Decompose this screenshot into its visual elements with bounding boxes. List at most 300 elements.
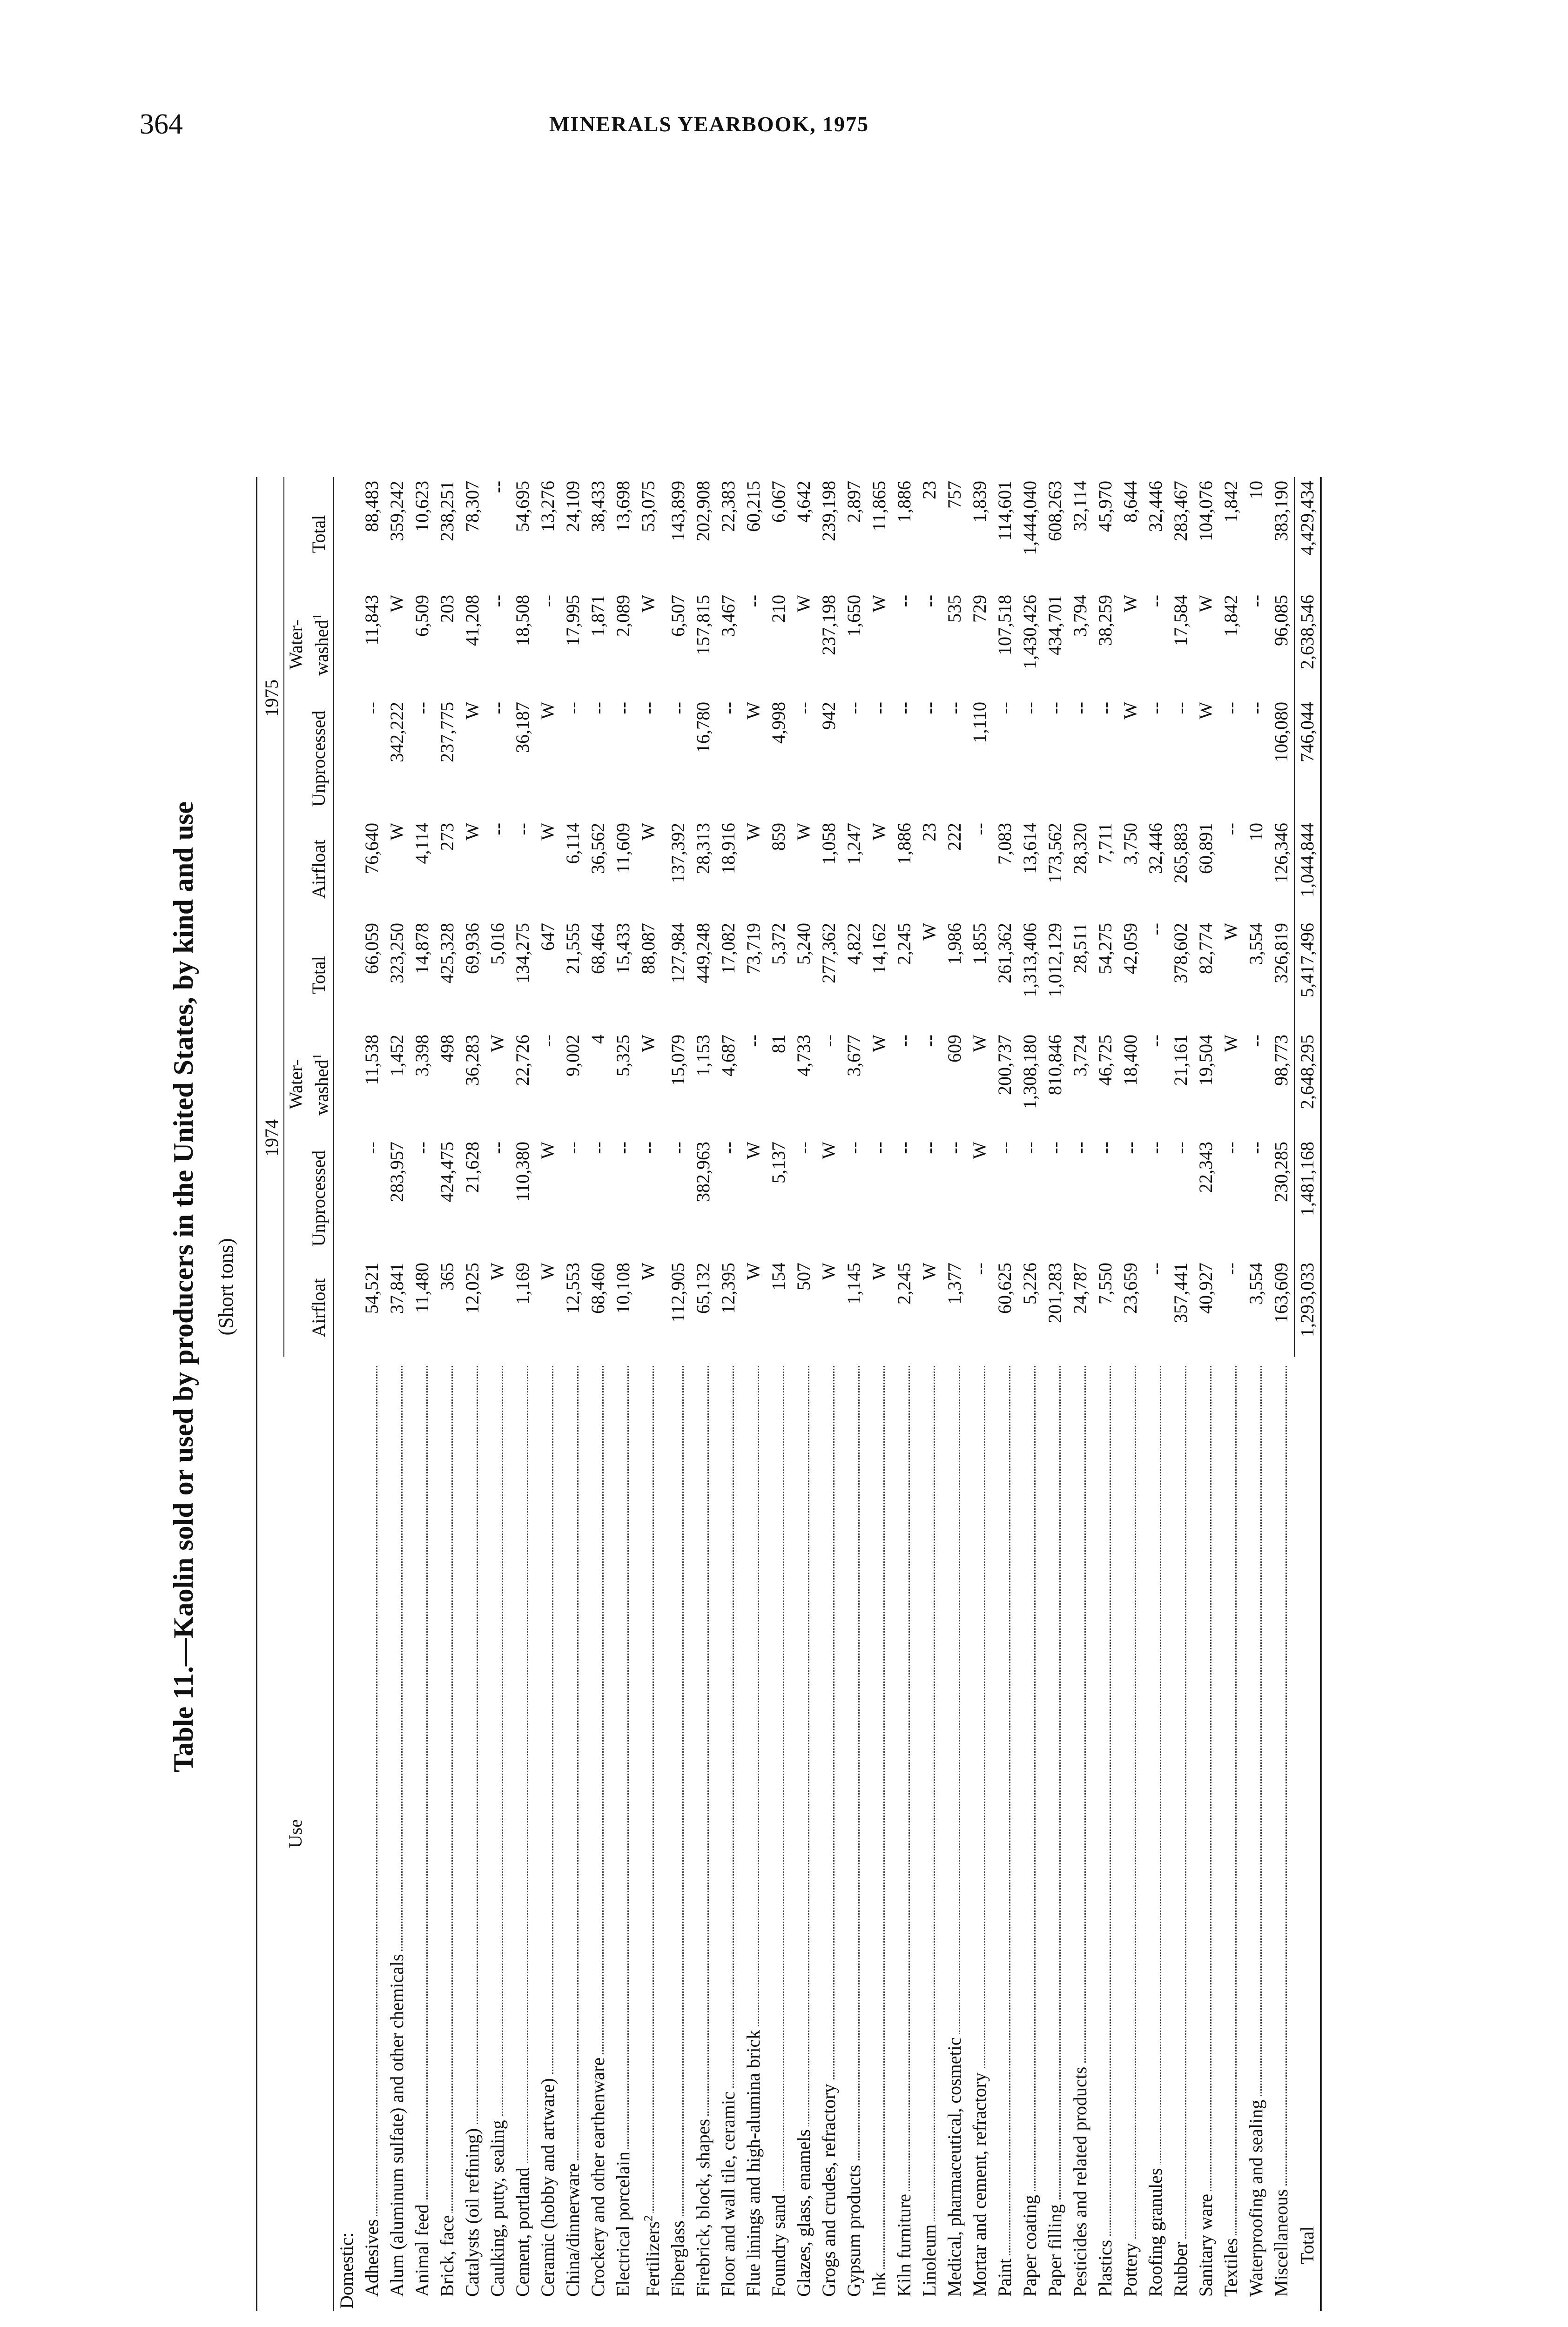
table-cell: -- (918, 702, 940, 714)
col-total-1974: Total (308, 956, 330, 994)
table-cell: -- (843, 702, 864, 714)
use-label-text (919, 2221, 940, 2297)
table-cell: -- (411, 702, 433, 714)
table-cell: 41,208 (462, 595, 483, 646)
table-cell: -- (1220, 702, 1241, 714)
table-cell: W (1119, 595, 1141, 612)
table-cell: -- (1245, 1035, 1266, 1047)
row-use-label (841, 1357, 867, 2311)
table-cell: -- (943, 1142, 965, 1154)
table-cell: -- (1144, 702, 1166, 714)
table-cell: -- (587, 702, 609, 714)
table-cell: -- (612, 702, 634, 714)
row-use-label (867, 1357, 892, 2311)
table-cell: -- (537, 1035, 559, 1047)
table-cell: 1,377 (943, 1263, 965, 1305)
table-cell: -- (1094, 702, 1116, 714)
row-use-label (942, 1357, 967, 2311)
table-cell: 11,865 (868, 481, 889, 531)
col-water-text: Water- (285, 619, 306, 670)
total-cell: 4,429,434 (1296, 481, 1318, 555)
table-cell: -- (667, 1142, 688, 1154)
table-cell: 11,609 (612, 823, 634, 874)
table-cell: 277,362 (818, 923, 839, 983)
table-cell: 69,936 (462, 923, 483, 974)
table-cell: W (868, 1035, 889, 1052)
row-use-label (892, 1357, 917, 2311)
table-cell: 137,392 (667, 823, 688, 883)
table-cell: 5,240 (793, 923, 814, 965)
table-bottom-rule (1320, 477, 1324, 2311)
table-cell: W (638, 1035, 659, 1052)
table-cell: 10,623 (411, 481, 433, 532)
use-label-text (1145, 2165, 1166, 2297)
table-cell: W (537, 823, 559, 841)
table-cell: 7,550 (1094, 1263, 1116, 1305)
total-cell: 1,044,844 (1296, 823, 1318, 897)
row-use-label (510, 1357, 535, 2311)
total-cell: 2,638,546 (1296, 595, 1318, 669)
footnote-marker: 1 (310, 1053, 324, 1060)
table-cell: 1,145 (843, 1263, 864, 1305)
table-cell: 13,614 (1019, 823, 1040, 874)
use-text: China/dinnerware (562, 2163, 584, 2297)
use-text: Catalysts (oil refining) (462, 2128, 483, 2297)
table-cell: W (386, 823, 408, 841)
section-domestic: Domestic: (336, 2232, 357, 2309)
table-cell: 13,698 (612, 481, 634, 532)
table-cell: 10 (1245, 481, 1266, 499)
row-use-label (460, 1357, 485, 2311)
table-cell: 323,250 (386, 923, 408, 983)
table-cell: 24,787 (1069, 1263, 1090, 1314)
use-label-text (768, 2192, 789, 2297)
table-cell: 60,625 (994, 1263, 1015, 1314)
row-use-label (585, 1357, 611, 2311)
table-cell: 1,247 (843, 823, 864, 865)
row-use-label (992, 1357, 1017, 2311)
row-use-label (1143, 1357, 1168, 2311)
table-cell: W (487, 1035, 508, 1052)
table-cell: 28,313 (692, 823, 713, 874)
row-use-label (636, 1357, 665, 2311)
use-text: Cement, portland (512, 2167, 533, 2297)
use-label-text (1195, 2191, 1216, 2297)
table-cell: 1,452 (386, 1035, 408, 1076)
table-cell: W (462, 823, 483, 841)
use-label-text (693, 2116, 713, 2297)
table-cell: 154 (767, 1263, 789, 1291)
table-cell: -- (512, 823, 533, 835)
table-cell: 1,839 (969, 481, 990, 523)
table-cell: -- (742, 595, 764, 607)
table-cell: 238,251 (437, 481, 458, 541)
table-cell: 18,400 (1119, 1035, 1141, 1086)
table-cell: 4,687 (717, 1035, 739, 1076)
col-washed-text: washed (311, 619, 332, 676)
table-cell: -- (587, 1142, 609, 1154)
table-cell: 66,059 (361, 923, 383, 974)
table-cell: W (537, 702, 559, 720)
table-cell: -- (562, 702, 584, 714)
table-cell: 88,087 (638, 923, 659, 974)
table-cell: 237,198 (818, 595, 839, 655)
table-cell: 201,283 (1044, 1263, 1065, 1323)
use-text: Paper filling (1044, 2204, 1065, 2297)
table-cell: -- (893, 1035, 915, 1047)
table-cell: 434,701 (1044, 595, 1065, 655)
footnote-marker: 1 (310, 613, 324, 620)
table-cell: 449,248 (692, 923, 713, 983)
table-cell: 22,726 (512, 1035, 533, 1086)
row-use-label (384, 1357, 410, 2311)
table-cell: 18,508 (512, 595, 533, 646)
use-label-text (562, 2160, 583, 2297)
use-label-text (512, 2165, 533, 2297)
table-cell: 202,908 (692, 481, 713, 541)
table-cell: 42,059 (1119, 923, 1141, 974)
table-cell: -- (1144, 923, 1166, 935)
table-cell: 73,719 (742, 923, 764, 974)
table-cell: W (742, 702, 764, 720)
table-cell: -- (893, 702, 915, 714)
table-cell: 78,307 (462, 481, 483, 532)
table-cell: 1,871 (587, 595, 609, 637)
table-cell: 200,737 (994, 1035, 1015, 1095)
table-cell: 106,080 (1270, 702, 1292, 762)
use-text: Roofing granules (1144, 2168, 1166, 2297)
table-cell: 507 (793, 1263, 814, 1291)
table-cell: -- (893, 1142, 915, 1154)
table-cell: 283,467 (1170, 481, 1191, 541)
table-cell: 54,521 (361, 1263, 383, 1314)
use-label-text (969, 2070, 990, 2297)
table-cell: 3,554 (1245, 923, 1266, 965)
col-water-text: Water- (285, 1059, 306, 1110)
use-text: Adhesives (361, 2219, 383, 2297)
table-cell: 609 (943, 1035, 965, 1063)
table-cell: -- (1144, 595, 1166, 607)
table-cell: 11,480 (411, 1263, 433, 1313)
table-cell: 608,263 (1044, 481, 1065, 541)
row-use-label (410, 1357, 435, 2311)
table-cell: 65,132 (692, 1263, 713, 1314)
table-cell: 425,328 (437, 923, 458, 983)
table-cell: -- (1170, 1142, 1191, 1154)
table-cell: 68,464 (587, 923, 609, 974)
table-cell: -- (868, 702, 889, 714)
use-text: Foundry sand (767, 2195, 789, 2297)
row-use-label (1043, 1357, 1068, 2311)
row-use-label (1118, 1357, 1143, 2311)
table-cell: 173,562 (1044, 823, 1065, 883)
table-cell: -- (1144, 1263, 1166, 1275)
table-cell: -- (1170, 702, 1191, 714)
table-cell: 1,012,129 (1044, 923, 1065, 997)
row-use-label (691, 1357, 716, 2311)
table-cell: 22,343 (1195, 1142, 1216, 1193)
page-number: 364 (140, 108, 183, 140)
table-cell: -- (868, 1142, 889, 1154)
table-cell: 107,518 (994, 595, 1015, 655)
table-cell: 2,245 (893, 1263, 915, 1305)
col-waterwashed-1975 (284, 591, 333, 698)
table-cell: -- (818, 1035, 839, 1047)
table-cell: 112,905 (667, 1263, 688, 1323)
table-cell: -- (1245, 702, 1266, 714)
table-cell: -- (1069, 1142, 1090, 1154)
table-cell: -- (1069, 702, 1090, 714)
table-cell: W (969, 1035, 990, 1052)
table-cell: 17,995 (562, 595, 584, 646)
table-cell: 6,509 (411, 595, 433, 637)
use-text: Sanitary ware (1195, 2193, 1216, 2297)
col-washed-text: washed (311, 1059, 332, 1116)
table-cell: 4 (587, 1035, 609, 1044)
use-label-text (487, 2117, 508, 2297)
table-cell: -- (717, 1142, 739, 1154)
table-cell: 37,841 (386, 1263, 408, 1314)
table-cell: 21,628 (462, 1142, 483, 1193)
use-text: Mortar and cement, refractory (969, 2072, 990, 2297)
table-cell: 82,774 (1195, 923, 1216, 974)
table-cell: 382,963 (692, 1142, 713, 1202)
use-label-text (667, 2218, 688, 2297)
table-cell: 96,085 (1270, 595, 1292, 646)
table-cell: 1,430,426 (1019, 595, 1040, 669)
use-label-text (462, 2125, 483, 2297)
use-text: Ink (868, 2272, 889, 2297)
use-text: Glazes, glass, enamels (793, 2129, 814, 2297)
table-cell: -- (487, 595, 508, 607)
table-cell: 8,644 (1119, 481, 1141, 523)
use-label-text (718, 2089, 739, 2297)
use-text: Pottery (1119, 2243, 1141, 2297)
use-label-text (1120, 2240, 1141, 2297)
table-cell: -- (1094, 1142, 1116, 1154)
table-cell: 127,984 (667, 923, 688, 983)
table-cell: 22,383 (717, 481, 739, 532)
table-cell: W (969, 1142, 990, 1159)
table-cell: 15,079 (667, 1035, 688, 1086)
table-cell: W (1195, 595, 1216, 612)
table-cell: 1,842 (1220, 595, 1241, 637)
table-cell: 16,780 (692, 702, 713, 753)
use-text: Kiln furniture (893, 2193, 915, 2297)
use-text: Paint (994, 2258, 1015, 2297)
total-cell: 1,481,168 (1296, 1142, 1318, 1216)
row-use-label (741, 1357, 766, 2311)
table-cell: 3,677 (843, 1035, 864, 1076)
row-use-label (666, 1357, 691, 2311)
table-cell: -- (793, 1142, 814, 1154)
use-text: Pesticides and related products (1069, 2066, 1090, 2297)
row-use-label (917, 1357, 942, 2311)
use-label-text (1271, 2186, 1292, 2297)
table-cell: -- (1044, 702, 1065, 714)
total-cell: 1,293,033 (1296, 1263, 1318, 1337)
table-cell: 3,794 (1069, 595, 1090, 637)
table-cell: W (638, 823, 659, 841)
use-text: Miscellaneous (1270, 2189, 1292, 2297)
table-cell: 203 (437, 595, 458, 623)
table-cell: 1,986 (943, 923, 965, 965)
table-cell: -- (969, 823, 990, 835)
kaolin-table (256, 263, 1324, 2311)
table-cell: 24,109 (562, 481, 584, 532)
use-label-text (868, 2269, 889, 2297)
use-label-text (894, 2191, 915, 2297)
table-cell: -- (487, 481, 508, 493)
table-cell: 14,162 (868, 923, 889, 974)
year-1975-header: 1975 (257, 477, 284, 919)
table-cell: 1,855 (969, 923, 990, 965)
table-cell: 1,650 (843, 595, 864, 637)
table-cell: 36,562 (587, 823, 609, 874)
use-label-text (386, 1951, 407, 2297)
use-label-text (743, 2027, 764, 2297)
table-cell: 2,897 (843, 481, 864, 523)
table-cell: 265,883 (1170, 823, 1191, 883)
row-use-label (766, 1357, 791, 2311)
table-cell: -- (537, 595, 559, 607)
row-use-label (485, 1357, 510, 2311)
row-use-label (716, 1357, 741, 2311)
row-use-label (535, 1357, 560, 2311)
table-cell: 11,538 (361, 1035, 383, 1085)
table-cell: -- (411, 1142, 433, 1154)
table-cell: 1,842 (1220, 481, 1241, 523)
table-cell: 4,642 (793, 481, 814, 523)
use-text: Firebrick, block, shapes (692, 2119, 713, 2297)
table-cell: 38,259 (1094, 595, 1116, 646)
col-unprocessed-1975: Unprocessed (308, 710, 330, 807)
use-text: Electrical porcelain (612, 2151, 634, 2297)
col-waterwashed-1974 (284, 1031, 333, 1138)
table-cell: 261,362 (994, 923, 1015, 983)
use-text: Fiberglass (667, 2220, 688, 2297)
total-cell: 746,044 (1296, 702, 1318, 762)
table-cell: 60,891 (1195, 823, 1216, 874)
row-use-label (1093, 1357, 1118, 2311)
use-label-text (843, 2162, 864, 2297)
table-cell: 110,380 (512, 1142, 533, 1202)
table-cell: 7,711 (1094, 823, 1116, 864)
table-cell: 5,372 (767, 923, 789, 965)
table-cell: 28,320 (1069, 823, 1090, 874)
table-cell: -- (793, 702, 814, 714)
table-cell: -- (943, 702, 965, 714)
table-cell: 810,846 (1044, 1035, 1065, 1095)
table-cell: 163,609 (1270, 1263, 1292, 1323)
use-label-text (793, 2126, 814, 2297)
table-cell: -- (843, 1142, 864, 1154)
table-cell: W (868, 1263, 889, 1280)
use-label-text (1220, 2235, 1241, 2297)
table-cell: 54,275 (1094, 923, 1116, 974)
use-label-text (1095, 2237, 1116, 2297)
table-cell: -- (918, 595, 940, 607)
table-cell: -- (1220, 1142, 1241, 1154)
table-cell: -- (994, 1142, 1015, 1154)
table-cell: W (1195, 702, 1216, 720)
table-cell: W (918, 1263, 940, 1280)
table-cell: 36,283 (462, 1035, 483, 1086)
table-cell: 1,886 (893, 481, 915, 523)
table-cell: W (918, 923, 940, 941)
use-text: Fertilizers (642, 2221, 663, 2297)
use-label-text (1245, 2097, 1266, 2297)
row-use-label (1068, 1357, 1093, 2311)
total-cell: 5,417,496 (1296, 923, 1318, 997)
total-cell: 2,648,295 (1296, 1035, 1318, 1109)
table-cell: 283,957 (386, 1142, 408, 1202)
table-cell: 4,114 (411, 823, 433, 864)
table-cell: 729 (969, 595, 990, 623)
table-cell: 19,504 (1195, 1035, 1216, 1086)
table-cell: 12,395 (717, 1263, 739, 1314)
table-cell: 40,927 (1195, 1263, 1216, 1314)
table-cell: W (1220, 1035, 1241, 1052)
use-text: Ceramic (hobby and artware) (537, 2078, 559, 2297)
table-cell: 10,108 (612, 1263, 634, 1314)
table-cell: -- (638, 702, 659, 714)
row-use-label (611, 1357, 636, 2311)
table-cell: 859 (767, 823, 789, 851)
row-use-label (1244, 1357, 1269, 2311)
row-use-label (1193, 1357, 1218, 2311)
use-label-text (1170, 2239, 1191, 2297)
use-text: Gypsum products (843, 2165, 864, 2297)
table-cell: W (1119, 702, 1141, 720)
table-cell: 3,467 (717, 595, 739, 637)
table-cell: -- (638, 1142, 659, 1154)
table-cell: 4,733 (793, 1035, 814, 1076)
use-label-text (587, 2055, 608, 2297)
table-cell: 5,137 (767, 1142, 789, 1184)
table-cell: 1,444,040 (1019, 481, 1040, 555)
table-cell: W (793, 823, 814, 841)
use-text: Alum (aluminum sulfate) and other chemicals (386, 1954, 408, 2297)
table-cell: 2,089 (612, 595, 634, 637)
table-cell: W (537, 1263, 559, 1280)
table-cell: -- (1144, 1142, 1166, 1154)
table-cell: 23,659 (1119, 1263, 1141, 1314)
table-cell: 12,025 (462, 1263, 483, 1314)
table-cell: W (868, 823, 889, 841)
table-cell: -- (1245, 1142, 1266, 1154)
table-cell: W (537, 1142, 559, 1159)
table-cell: W (462, 702, 483, 720)
col-airfloat-1974: Airfloat (308, 1278, 330, 1338)
table-cell: -- (1019, 702, 1040, 714)
use-label-text (994, 2256, 1015, 2297)
table-cell: -- (1044, 1142, 1065, 1154)
table-cell: -- (1220, 823, 1241, 835)
year-1974-header: 1974 (257, 919, 284, 1357)
table-cell: W (1220, 923, 1241, 941)
table-cell: 239,198 (818, 481, 839, 541)
table-cell: 98,773 (1270, 1035, 1292, 1086)
row-use-label (1017, 1357, 1043, 2311)
table-cell: 6,507 (667, 595, 688, 637)
table-cell: W (638, 595, 659, 612)
table-cell: -- (918, 1142, 940, 1154)
table-cell: 10 (1245, 823, 1266, 841)
table-cell: W (868, 595, 889, 612)
table-cell: 53,075 (638, 481, 659, 532)
table-cell: 5,016 (487, 923, 508, 965)
